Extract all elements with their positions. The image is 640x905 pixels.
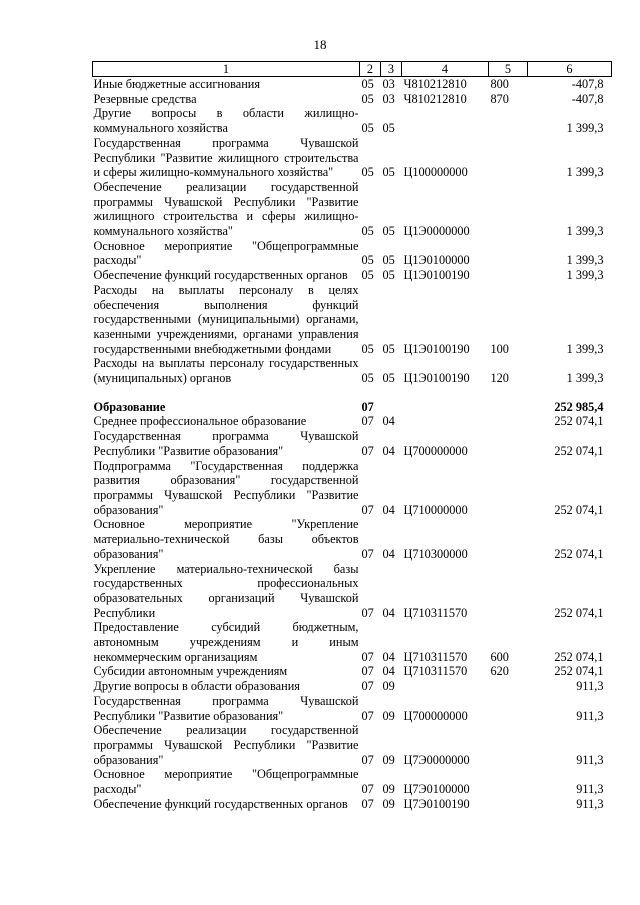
row-section-code: 07: [361, 414, 374, 429]
row-section-code: 07: [361, 399, 374, 414]
row-name: Расходы на выплаты персоналу в целях обеспечения выполнения функций государственными (муниципальными) органами, казенными учреждениями, органами управления государственными внебюджетными фондами: [93, 282, 359, 356]
budget-table: [92, 61, 612, 811]
row-section-code: 07: [361, 502, 374, 517]
row-subsection-code: 05: [382, 165, 395, 180]
row-amount: 252 074,1: [554, 664, 604, 679]
table-header: [93, 62, 612, 77]
header-col-1: 1: [93, 62, 360, 77]
row-subsection-code: 03: [382, 91, 395, 106]
row-expense-type: [489, 414, 528, 429]
row-name: Среднее профессиональное образование: [93, 414, 307, 429]
row-subsection-code: 05: [382, 224, 395, 239]
row-section-code: 05: [361, 371, 374, 386]
row-target-article: Ц710311570: [403, 649, 468, 664]
table-row: [93, 136, 612, 180]
row-expense-type: [489, 268, 528, 283]
table-row: [93, 679, 612, 694]
row-target-article: Ц1Э0100000: [403, 253, 470, 268]
row-amount: -407,8: [571, 77, 604, 91]
row-subsection-code: 04: [382, 443, 395, 458]
row-section-code: 07: [361, 649, 374, 664]
row-section-code: 05: [361, 91, 374, 106]
table-row: [93, 723, 612, 767]
header-col-4: 4: [402, 62, 489, 77]
row-target-article: Ц1Э0000000: [403, 224, 470, 239]
table-row: [93, 664, 612, 679]
row-amount: 1 399,3: [566, 371, 604, 386]
row-section-code: 07: [361, 752, 374, 767]
row-name: Обеспечение реализации государственной программы Чувашской Республики "Развитие жилищного строительства и сферы жилищно-коммунального хозяйства": [93, 179, 359, 239]
row-expense-type: [489, 562, 528, 621]
row-expense-type: [489, 723, 528, 767]
row-name: Образование: [93, 399, 166, 414]
row-section-code: 07: [361, 664, 374, 679]
header-col-2: 2: [360, 62, 381, 77]
header-col-5: 5: [489, 62, 528, 77]
row-subsection-code: 05: [382, 341, 395, 356]
row-name: Предоставление субсидий бюджетным, автономным учреждениям и иным некоммерческим организациям: [93, 620, 359, 664]
row-name: Субсидии автономным учреждениям: [93, 664, 288, 679]
row-name: Иные бюджетные ассигнования: [93, 77, 261, 91]
row-expense-type: [489, 429, 528, 458]
header-col-6: 6: [528, 62, 612, 77]
row-amount: 252 074,1: [554, 605, 604, 620]
row-amount: 911,3: [576, 708, 604, 723]
row-section-code: 07: [361, 796, 374, 811]
spacer-row: [93, 386, 612, 400]
row-subsection-code: 04: [382, 546, 395, 561]
row-section-code: 07: [361, 679, 374, 694]
row-name: Основное мероприятие "Общепрограммные расходы": [93, 767, 359, 797]
row-name: Резервные средства: [93, 91, 197, 106]
row-target-article: Ц100000000: [403, 165, 468, 180]
row-target-article: Ц7Э0000000: [403, 752, 470, 767]
header-col-3: 3: [381, 62, 402, 77]
row-section-code: 05: [361, 77, 374, 91]
row-name: Государственная программа Чувашской Республики "Развитие жилищного строительства и сферы жилищно-коммунального хозяйства": [93, 135, 359, 180]
row-target-article: [402, 414, 489, 429]
row-amount: 1 399,3: [566, 121, 604, 136]
row-name: Основное мероприятие "Общепрограммные расходы": [93, 238, 359, 268]
row-expense-type: 870: [490, 91, 509, 106]
row-target-article: Ц7Э0100190: [403, 796, 470, 811]
row-amount: 1 399,3: [566, 224, 604, 239]
table-row: [93, 414, 612, 429]
row-expense-type: [489, 106, 528, 135]
row-target-article: Ц700000000: [403, 443, 468, 458]
row-subsection-code: 09: [382, 679, 395, 694]
row-section-code: 05: [361, 224, 374, 239]
row-subsection-code: 09: [382, 708, 395, 723]
row-amount: 252 074,1: [554, 443, 604, 458]
row-expense-type: 120: [490, 371, 509, 386]
row-amount: 1 399,3: [566, 253, 604, 268]
row-target-article: Ц710000000: [403, 502, 468, 517]
row-amount: 252 985,4: [554, 399, 604, 414]
table-row: [93, 92, 612, 107]
row-expense-type: 620: [490, 664, 509, 679]
row-expense-type: [489, 136, 528, 180]
row-target-article: Ц710311570: [403, 605, 468, 620]
row-expense-type: [489, 459, 528, 518]
row-subsection-code: 05: [382, 268, 395, 283]
row-amount: 252 074,1: [554, 546, 604, 561]
table-row: [93, 797, 612, 812]
row-subsection-code: 04: [382, 502, 395, 517]
row-name: Другие вопросы в области образования: [93, 679, 300, 694]
row-section-code: 05: [361, 268, 374, 283]
row-name: Обеспечение функций государственных органов: [93, 268, 348, 283]
row-section-code: 07: [361, 546, 374, 561]
table-row: [93, 283, 612, 357]
row-expense-type: [489, 239, 528, 268]
row-expense-type: 800: [490, 77, 509, 91]
row-target-article: Ц1Э0100190: [403, 268, 470, 283]
row-expense-type: [489, 797, 528, 812]
row-section-code: 07: [361, 605, 374, 620]
table-row: [93, 429, 612, 458]
row-name: Основное мероприятие "Укрепление материально-технической базы объектов образования": [93, 517, 359, 561]
row-subsection-code: 05: [382, 253, 395, 268]
table-row: [93, 517, 612, 561]
row-subsection-code: 04: [382, 664, 395, 679]
row-name: Государственная программа Чувашской Республики "Развитие образования": [93, 429, 359, 458]
row-amount: 1 399,3: [566, 341, 604, 356]
row-amount: 911,3: [576, 679, 604, 694]
page-number: 18: [313, 37, 327, 52]
row-expense-type: [489, 679, 528, 694]
row-subsection-code: 05: [382, 121, 395, 136]
row-expense-type: [489, 517, 528, 561]
row-expense-type: [489, 694, 528, 723]
row-section-code: 05: [361, 253, 374, 268]
row-name: Подпрограмма "Государственная поддержка развития образования" государственной программы Чувашской Республики "Развитие образования": [93, 458, 359, 517]
row-target-article: Ч810212810: [403, 91, 467, 106]
table-row: [93, 620, 612, 664]
row-name: Расходы на выплаты персоналу государственных (муниципальных) органов: [93, 356, 359, 386]
row-expense-type: [489, 180, 528, 239]
row-amount: -407,8: [571, 91, 604, 106]
row-section-code: 05: [361, 121, 374, 136]
table-row: [93, 239, 612, 268]
table-row: [93, 180, 612, 239]
row-subsection-code: 04: [382, 649, 395, 664]
row-amount: 911,3: [576, 782, 604, 797]
spacer-cell: [93, 386, 612, 400]
row-target-article: Ц7Э0100000: [403, 782, 470, 797]
row-expense-type: [489, 400, 528, 415]
row-target-article: [402, 679, 489, 694]
row-expense-type: 600: [490, 649, 509, 664]
row-subsection-code: 04: [382, 605, 395, 620]
table-row: [93, 694, 612, 723]
table-body: [93, 77, 612, 812]
row-subsection-code: 09: [382, 752, 395, 767]
table-row: [93, 268, 612, 283]
row-amount: 252 074,1: [554, 414, 604, 429]
row-name: Государственная программа Чувашской Республики "Развитие образования": [93, 693, 359, 723]
table-row: [93, 400, 612, 415]
row-name: Другие вопросы в области жилищно-коммунального хозяйства: [93, 106, 359, 136]
table-row: [93, 562, 612, 621]
row-section-code: 05: [361, 341, 374, 356]
row-subsection-code: 03: [382, 77, 395, 91]
row-amount: 911,3: [576, 796, 604, 811]
row-subsection-code: 04: [382, 414, 395, 429]
row-expense-type: 100: [490, 341, 509, 356]
row-amount: 1 399,3: [566, 268, 604, 283]
row-amount: 1 399,3: [566, 165, 604, 180]
table-row: [93, 106, 612, 135]
row-amount: 252 074,1: [554, 649, 604, 664]
row-target-article: Ц710300000: [403, 546, 468, 561]
row-section-code: 07: [361, 443, 374, 458]
row-section-code: 07: [361, 782, 374, 797]
row-subsection-code: 09: [382, 796, 395, 811]
row-section-code: 05: [361, 165, 374, 180]
table-row: [93, 77, 612, 92]
row-target-article: Ц710311570: [403, 664, 468, 679]
row-subsection-code: 05: [382, 371, 395, 386]
row-amount: 911,3: [576, 752, 604, 767]
table-row: [93, 767, 612, 796]
row-target-article: [402, 106, 489, 135]
row-subsection-code: 09: [382, 782, 395, 797]
row-target-article: [402, 400, 489, 415]
row-target-article: Ц1Э0100190: [403, 371, 470, 386]
row-name: Укрепление материально-технической базы государственных профессиональных образовательных организаций Чувашской Республики: [93, 561, 359, 620]
row-amount: 252 074,1: [554, 502, 604, 517]
row-name: Обеспечение реализации государственной программы Чувашской Республики "Развитие образования": [93, 723, 359, 767]
table-row: [93, 459, 612, 518]
row-target-article: Ц1Э0100190: [403, 341, 470, 356]
row-target-article: Ч810212810: [403, 77, 467, 91]
row-expense-type: [489, 767, 528, 796]
table-row: [93, 356, 612, 385]
row-section-code: 07: [361, 708, 374, 723]
row-target-article: Ц700000000: [403, 708, 468, 723]
row-name: Обеспечение функций государственных органов: [93, 796, 348, 811]
row-subsection-code: [381, 400, 402, 415]
